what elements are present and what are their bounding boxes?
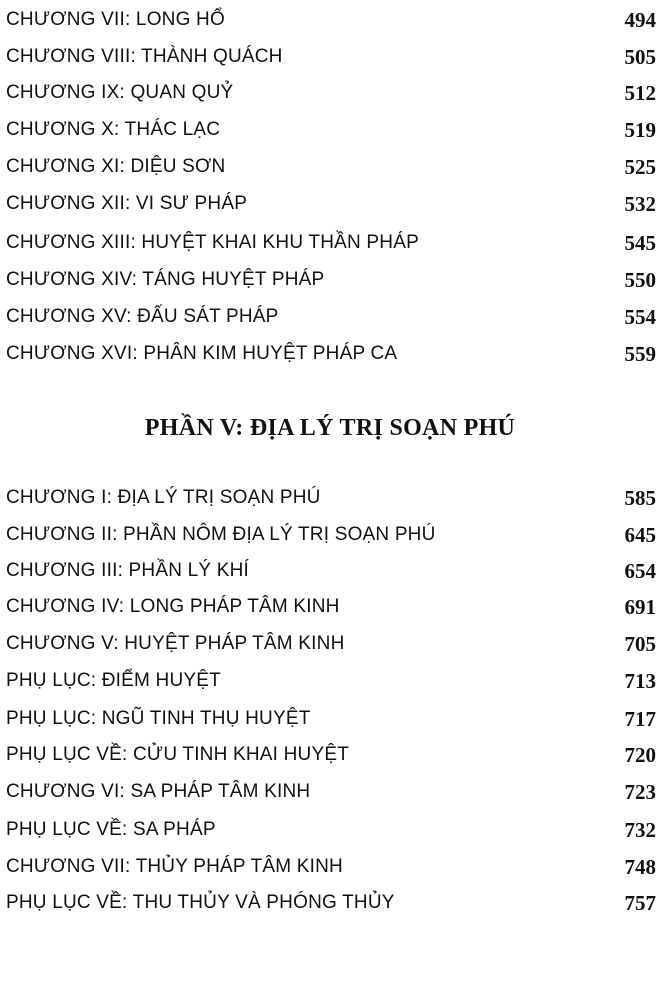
entry-title: CHƯƠNG VII: LONG HỔ — [6, 9, 225, 30]
toc-entry — [6, 592, 656, 622]
entry-page-number: 554 — [624, 304, 656, 329]
toc-entry — [6, 42, 656, 72]
entry-page-number: 550 — [624, 267, 656, 292]
entry-page-number: 705 — [624, 631, 656, 656]
toc-entry — [6, 189, 656, 219]
toc-entry — [6, 152, 656, 182]
entry-page-number: 559 — [624, 341, 656, 366]
entry-page-number: 723 — [624, 779, 656, 804]
toc-entry — [6, 228, 656, 258]
entry-page-number: 585 — [624, 485, 656, 510]
entry-title: PHỤ LỤC: ĐIỂM HUYỆT — [6, 670, 221, 691]
entry-title: CHƯƠNG III: PHẦN LÝ KHÍ — [6, 560, 249, 581]
entry-title: CHƯƠNG VII: THỦY PHÁP TÂM KINH — [6, 856, 343, 877]
entry-page-number: 512 — [624, 80, 656, 105]
entry-title: CHƯƠNG IV: LONG PHÁP TÂM KINH — [6, 596, 340, 617]
entry-title: PHỤ LỤC VỀ: CỬU TINH KHAI HUYỆT — [6, 744, 350, 765]
entry-page-number: 532 — [624, 191, 656, 216]
toc-entry — [6, 520, 656, 550]
section-heading: PHẦN V: ĐỊA LÝ TRỊ SOẠN PHÚ — [144, 415, 516, 441]
toc-entry — [6, 115, 656, 145]
entry-page-number: 748 — [624, 854, 656, 879]
entry-title: CHƯƠNG V: HUYỆT PHÁP TÂM KINH — [6, 633, 345, 654]
entry-title: CHƯƠNG XV: ĐẤU SÁT PHÁP — [6, 306, 279, 327]
toc-entry — [6, 265, 656, 295]
entry-page-number: 494 — [624, 7, 656, 32]
entry-title: PHỤ LỤC VỀ: SA PHÁP — [6, 819, 216, 840]
entry-page-number: 505 — [624, 44, 656, 69]
entry-page-number: 713 — [624, 668, 656, 693]
toc-entry — [6, 483, 656, 513]
entry-page-number: 525 — [624, 154, 656, 179]
toc-entry — [6, 5, 656, 35]
entry-title: CHƯƠNG XVI: PHÂN KIM HUYỆT PHÁP CA — [6, 343, 398, 364]
toc-entry — [6, 339, 656, 369]
entry-title: CHƯƠNG II: PHẦN NÔM ĐỊA LÝ TRỊ SOẠN PHÚ — [6, 524, 436, 545]
entry-title: PHỤ LỤC: NGŨ TINH THỤ HUYỆT — [6, 708, 311, 729]
entry-page-number: 645 — [624, 522, 656, 547]
toc-entry — [6, 302, 656, 332]
toc-entry — [6, 629, 656, 659]
toc-entry — [6, 852, 656, 882]
entry-title: CHƯƠNG XI: DIỆU SƠN — [6, 156, 226, 177]
entry-title: CHƯƠNG IX: QUAN QUỶ — [6, 82, 234, 103]
toc-entry — [6, 888, 656, 918]
entry-title: CHƯƠNG XIII: HUYỆT KHAI KHU THẦN PHÁP — [6, 232, 419, 253]
entry-title: CHƯƠNG I: ĐỊA LÝ TRỊ SOẠN PHÚ — [6, 487, 321, 508]
entry-page-number: 519 — [624, 117, 656, 142]
entry-title: CHƯƠNG XII: VI SƯ PHÁP — [6, 193, 248, 214]
entry-page-number: 732 — [624, 817, 656, 842]
entry-page-number: 654 — [624, 558, 656, 583]
entry-page-number: 691 — [624, 594, 656, 619]
entry-title: CHƯƠNG X: THÁC LẠC — [6, 119, 221, 140]
toc-entry — [6, 740, 656, 770]
entry-title: PHỤ LỤC VỀ: THU THỦY VÀ PHÓNG THỦY — [6, 892, 395, 913]
toc-entry — [6, 777, 656, 807]
entry-title: CHƯƠNG VI: SA PHÁP TÂM KINH — [6, 781, 311, 802]
toc-entry — [6, 815, 656, 845]
entry-page-number: 720 — [624, 742, 656, 767]
entry-page-number: 545 — [624, 230, 656, 255]
entry-title: CHƯƠNG XIV: TÁNG HUYỆT PHÁP — [6, 269, 325, 290]
toc-entry — [6, 556, 656, 586]
entry-page-number: 757 — [624, 890, 656, 915]
entry-page-number: 717 — [624, 706, 656, 731]
toc-entry — [6, 78, 656, 108]
toc-entry — [6, 704, 656, 734]
toc-entry — [6, 666, 656, 696]
entry-title: CHƯƠNG VIII: THÀNH QUÁCH — [6, 46, 283, 67]
